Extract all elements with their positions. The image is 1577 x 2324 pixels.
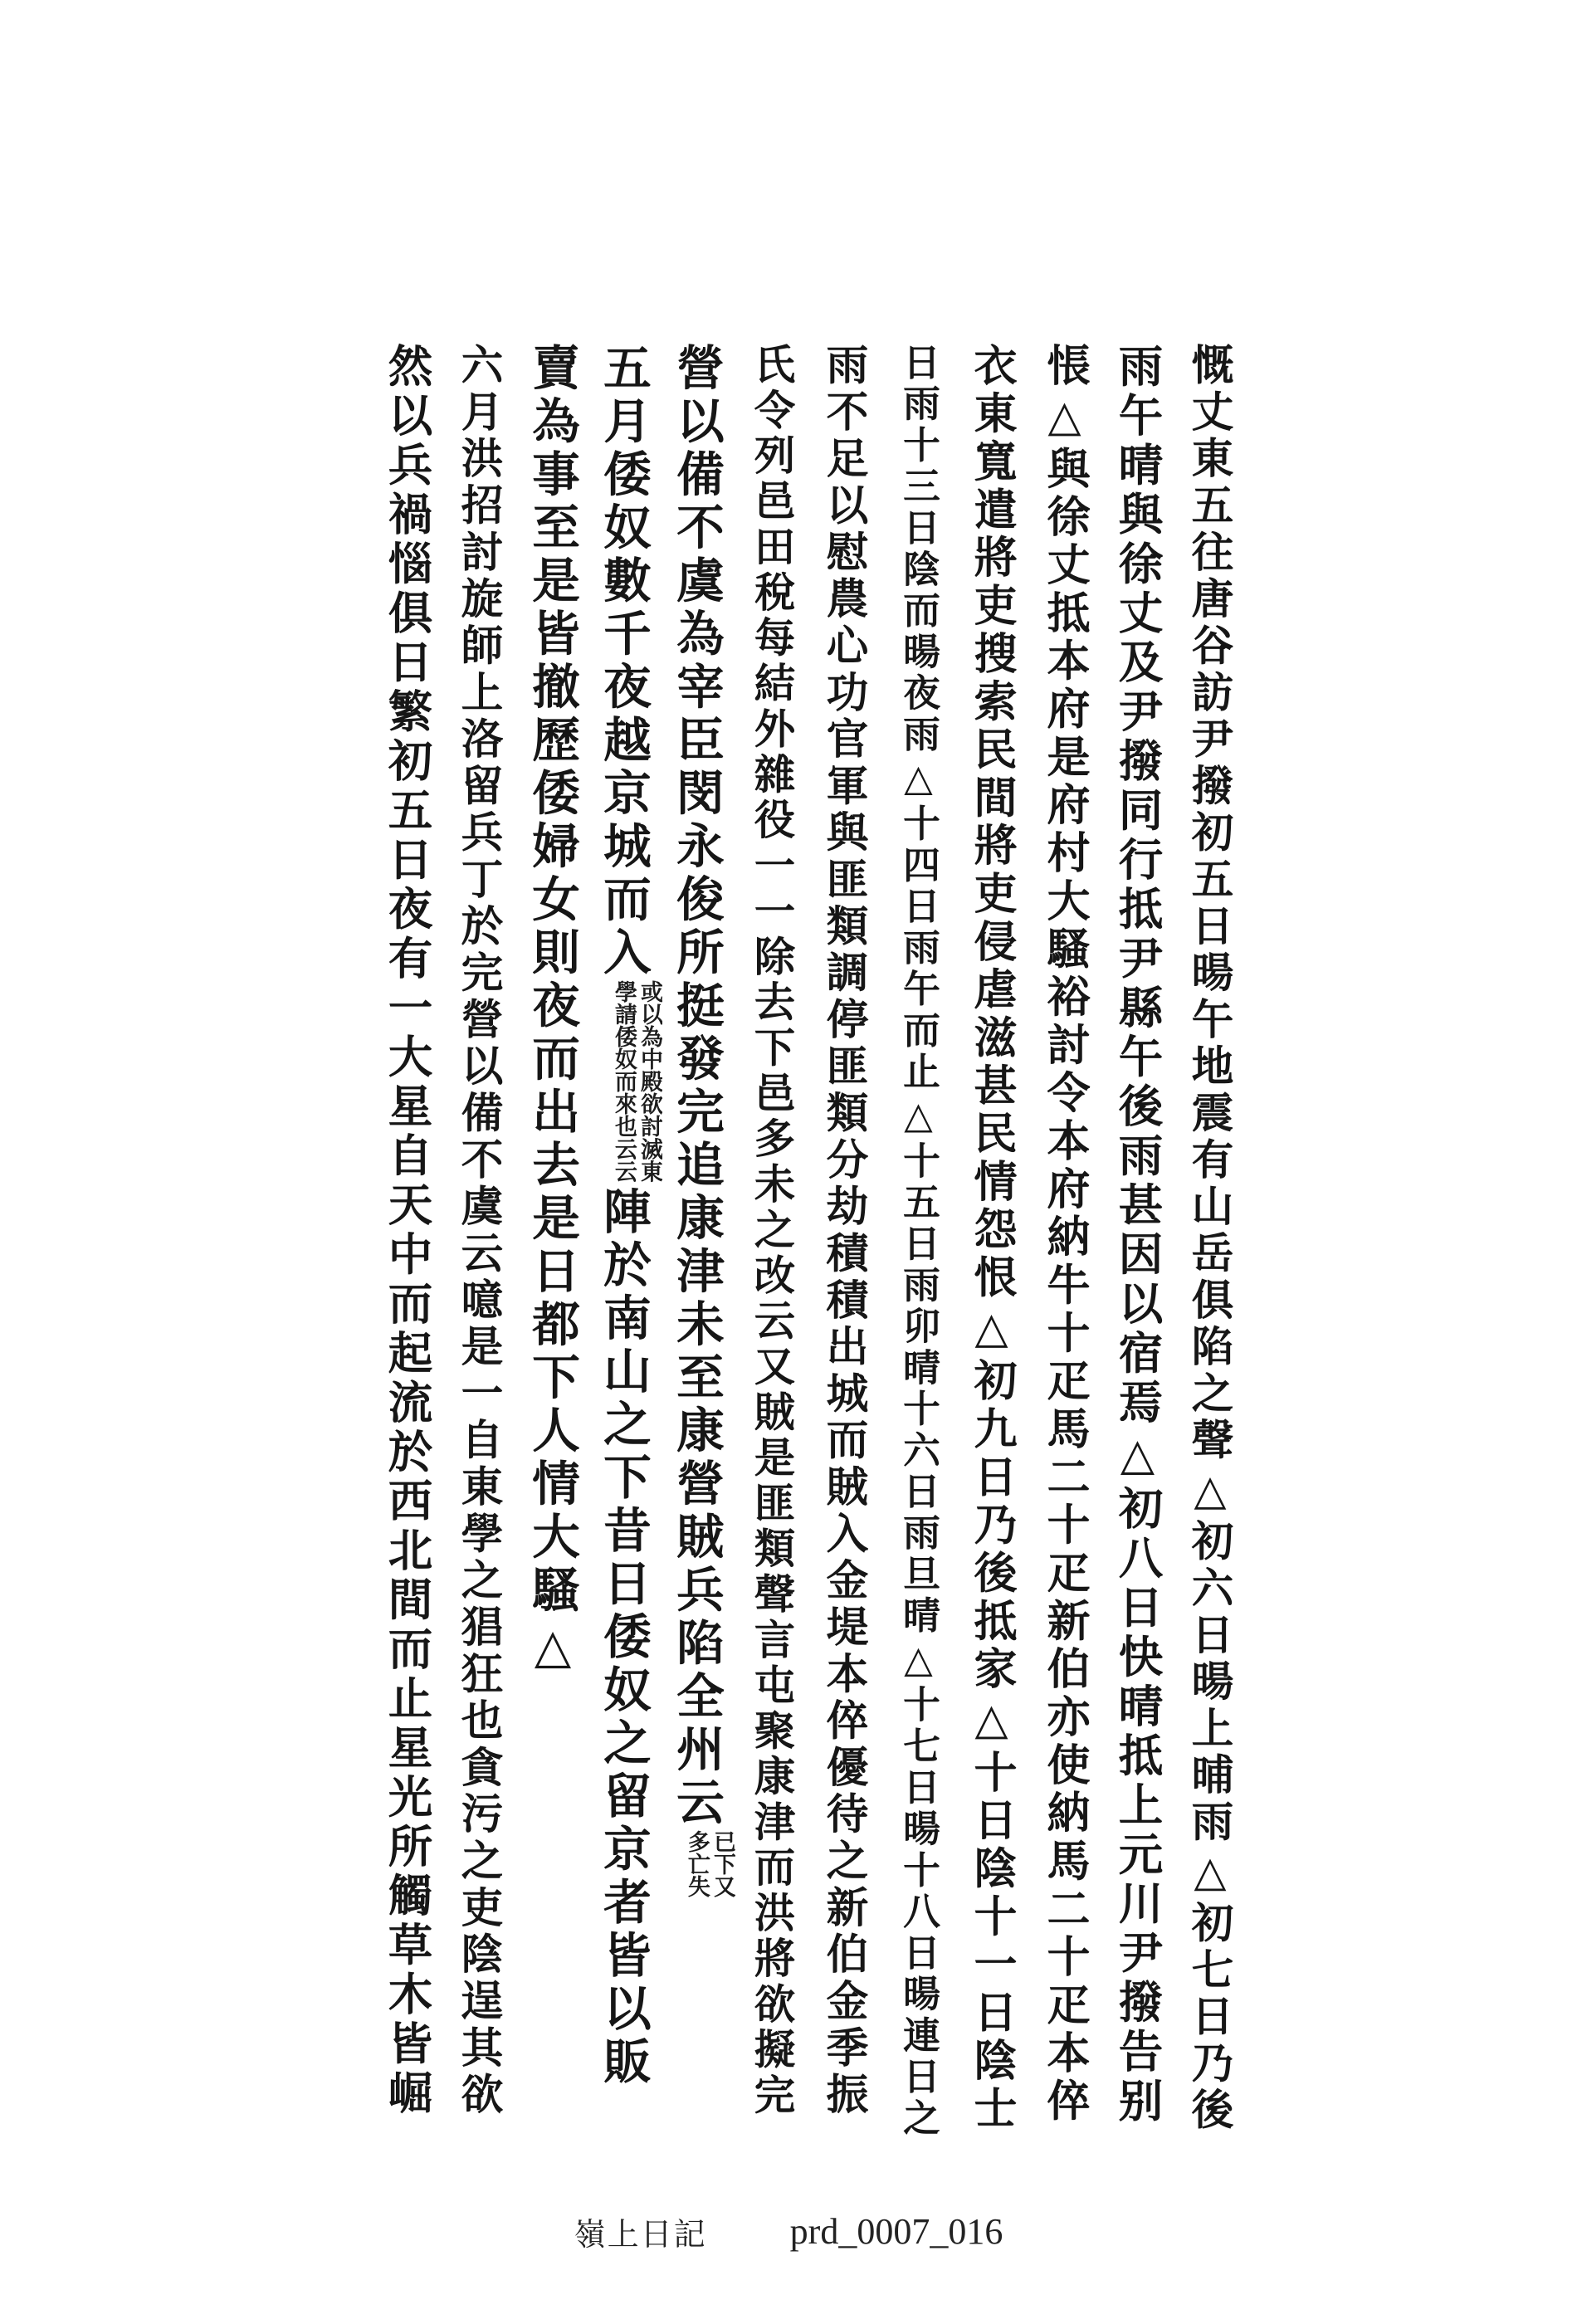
column-text: 慨丈東五往唐谷訪尹撥初五日暘午地震有山岳俱陷之聲△初六日暘上晡雨△初七日乃後 — [1185, 343, 1235, 2135]
column-text: 衣東寬遣將吏搜索民間將吏侵虐滋甚民情怨恨△初九日乃後抵家△十日陰十一日陰士 — [966, 343, 1017, 2134]
column-text: 然以兵禍惱俱日繁初五日夜有一大星自天中而起流於西北間而止星光所觸草木皆崛 — [381, 343, 433, 2119]
text-column-4 — [954, 343, 1028, 2146]
column-text: 氏令列邑田稅每結外雜役一一除去下邑多未之改云又賊是匪類聲言屯聚康津而洪將欲擬完 — [748, 343, 796, 2119]
column-text: 悵△與徐丈抵本府是府村大騷裕討令本府納牛十疋馬二十疋新伯亦使納馬二十疋本倅 — [1039, 343, 1090, 2126]
text-column-8 — [662, 343, 735, 2146]
text-column-2 — [1101, 343, 1174, 2146]
text-column-11 — [443, 343, 516, 2146]
text-column-12 — [370, 343, 443, 2146]
text-column-1 — [1174, 343, 1247, 2146]
column-text-continued: 陣於南山之下昔日倭奴之留京者皆以販 — [595, 1186, 652, 2090]
column-text: 雨午晴與徐丈及尹撥同行抵尹縣午後雨甚因以宿焉△初八日快晴抵上元川尹撥告别 — [1111, 343, 1164, 2127]
document-title: 嶺上日記 — [574, 2215, 707, 2253]
text-column-7 — [735, 343, 808, 2146]
text-column-3 — [1028, 343, 1101, 2146]
column-text: 雨不足以慰農心功官軍與匪類調停匪類分劫積積出城而賊入金堤本倅優待之新伯金季振 — [820, 343, 870, 2119]
column-text: 賣為事至是皆撤歷倭婦女則夜而出去是日都下人情大騷△ — [525, 343, 581, 1680]
column-text: 日雨十三日陰而暘夜雨△十四日雨午而止△十五日雨卯晴十六日雨旦晴△十七日暘十八日暘連日之 — [896, 343, 940, 2140]
page-caption — [0, 2206, 1577, 2256]
text-column-6 — [808, 343, 881, 2146]
text-column-5 — [881, 343, 954, 2146]
text-column-9 — [589, 343, 662, 2146]
interlinear-note: 或以為中殿欲討滅東學請倭奴而來也云云 — [610, 980, 662, 1183]
text-column-10 — [516, 343, 589, 2146]
column-text: 六月洪招討旋師上洛留兵丁於完營以備不虞云噫是一自東學之猖狂也貪污之吏陰逞其欲 — [455, 343, 505, 2119]
column-text: 五月倭奴數千夜越京城而入 — [595, 343, 652, 980]
interlinear-note: 已下又多亡失 — [683, 1830, 735, 1898]
page-identifier: prd_0007_016 — [789, 2210, 1003, 2252]
column-text: 營以備不虞為宰臣閔永俊所挺發完追康津未至康營賊兵陷全州云 — [668, 343, 725, 1830]
manuscript-text-block — [370, 343, 1247, 2146]
